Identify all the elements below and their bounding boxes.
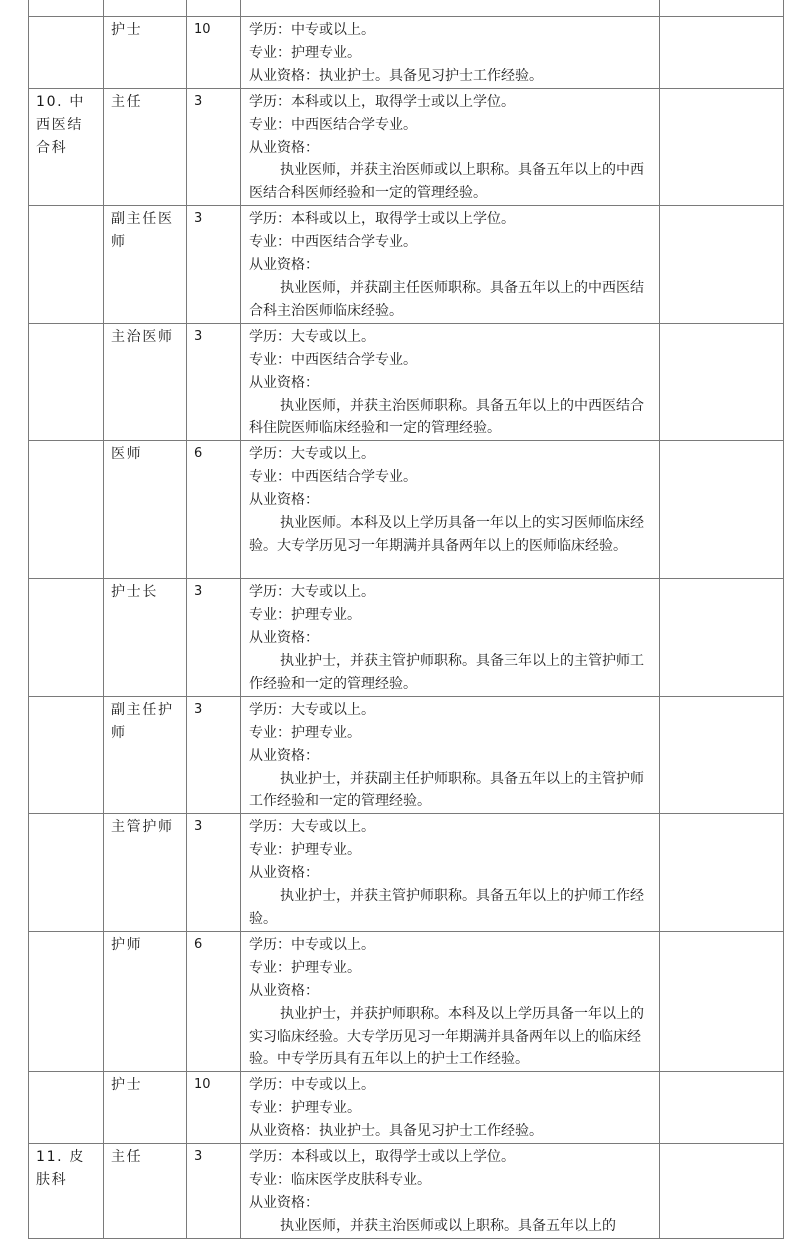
requirements-cell	[241, 441, 660, 579]
requirement-line: 从业资格：	[249, 982, 319, 999]
department-cell	[29, 579, 104, 697]
department-cell	[29, 441, 104, 579]
requirements-cell	[241, 696, 660, 814]
headcount-cell: 6	[187, 931, 241, 1071]
qualification-paragraph: 执业医师，并获主治医师或以上职称。具备五年以上的中西医结合科医师经验和一定的管理经验。	[249, 162, 644, 202]
qualification-paragraph: 执业医师，并获主治医师职称。具备五年以上的中西医结合科住院医师临床经验和一定的管理经验。	[249, 397, 644, 437]
headcount-cell: 10	[187, 1072, 241, 1144]
requirement-line: 专业：护理专业。	[249, 44, 361, 61]
position-title-cell: 主任	[104, 1144, 187, 1239]
department-cell: 10. 中西医结合科	[29, 88, 104, 206]
headcount-cell: 10	[187, 17, 241, 89]
requirement-line: 专业：中西医结合学专业。	[249, 116, 417, 133]
requirements-cell	[241, 17, 660, 89]
requirement-line: 学历：大专或以上。	[249, 701, 375, 718]
table-row	[29, 814, 784, 932]
requirement-line: 学历：中专或以上。	[249, 1077, 375, 1094]
requirements-cell	[241, 1072, 660, 1144]
table-row	[29, 206, 784, 324]
requirement-line: 学历：大专或以上。	[249, 328, 375, 345]
requirement-line: 从业资格：	[249, 1194, 319, 1211]
qualification-paragraph: 执业护士，并获主管护师职称。具备五年以上的护师工作经验。	[249, 888, 644, 927]
remarks-cell	[660, 88, 784, 206]
requirement-line: 专业：护理专业。	[249, 959, 361, 976]
qualification-paragraph: 执业医师，并获主治医师或以上职称。具备五年以上的	[280, 1217, 616, 1234]
requirement-line: 学历：本科或以上，取得学士或以上学位。	[249, 211, 515, 228]
department-cell	[29, 696, 104, 814]
remarks-cell	[660, 441, 784, 579]
requirement-line: 学历：大专或以上。	[249, 584, 375, 601]
requirements-cell	[241, 579, 660, 697]
remarks-cell	[660, 696, 784, 814]
remarks-cell	[660, 814, 784, 932]
headcount-cell	[187, 0, 241, 17]
qualification-paragraph: 执业护士，并获副主任护师职称。具备五年以上的主管护师工作经验和一定的管理经验。	[249, 770, 644, 810]
staffing-requirements-table	[28, 0, 784, 1239]
position-title-cell: 副主任医师	[104, 206, 187, 324]
requirement-line: 从业资格：执业护士。具备见习护士工作经验。	[249, 1123, 543, 1140]
requirement-line: 专业：护理专业。	[249, 842, 361, 859]
department-cell	[29, 17, 104, 89]
department-cell	[29, 1072, 104, 1144]
headcount-cell: 3	[187, 579, 241, 697]
table-row	[29, 0, 784, 17]
requirement-line: 专业：临床医学皮肤科专业。	[249, 1171, 431, 1188]
position-title-cell: 主管护师	[104, 814, 187, 932]
requirement-line: 学历：本科或以上，取得学士或以上学位。	[249, 93, 515, 110]
requirement-line: 专业：护理专业。	[249, 724, 361, 741]
headcount-cell: 3	[187, 814, 241, 932]
requirement-line: 专业：护理专业。	[249, 607, 361, 624]
requirement-line: 学历：中专或以上。	[249, 22, 375, 38]
requirements-cell	[241, 814, 660, 932]
remarks-cell	[660, 1072, 784, 1144]
requirement-line: 从业资格：	[249, 630, 319, 647]
table-row	[29, 17, 784, 89]
table-row	[29, 323, 784, 441]
remarks-cell	[660, 0, 784, 17]
remarks-cell	[660, 579, 784, 697]
qualification-paragraph: 执业护士，并获主管护师职称。具备三年以上的主管护师工作经验和一定的管理经验。	[249, 653, 644, 692]
remarks-cell	[660, 1144, 784, 1239]
qualification-paragraph: 执业医师。本科及以上学历具备一年以上的实习医师临床经验。大专学历见习一年期满并具备两年以上的医师临床经验。	[249, 515, 644, 554]
headcount-cell: 3	[187, 1144, 241, 1239]
requirement-line: 学历：本科或以上，取得学士或以上学位。	[249, 1149, 515, 1166]
table-row	[29, 441, 784, 579]
headcount-cell: 3	[187, 696, 241, 814]
position-title-cell	[104, 0, 187, 17]
remarks-cell	[660, 931, 784, 1071]
requirements-cell	[241, 206, 660, 324]
remarks-cell	[660, 323, 784, 441]
headcount-cell: 3	[187, 323, 241, 441]
requirements-cell	[241, 931, 660, 1071]
requirement-line: 学历：大专或以上。	[249, 446, 375, 463]
requirement-line: 专业：中西医结合学专业。	[249, 234, 417, 251]
position-title-cell: 护士	[104, 17, 187, 89]
table-row	[29, 1072, 784, 1144]
table-row	[29, 696, 784, 814]
table-row	[29, 1144, 784, 1239]
qualification-paragraph: 执业护士，并获护师职称。本科及以上学历具备一年以上的实习临床经验。大专学历见习一年期满并具备两年以上的临床经验。中专学历具有五年以上的护士工作经验。	[249, 1005, 644, 1068]
requirements-cell	[241, 1144, 660, 1239]
requirement-line: 从业资格：	[249, 865, 319, 882]
table-row	[29, 579, 784, 697]
department-cell	[29, 206, 104, 324]
qualification-paragraph: 执业医师，并获副主任医师职称。具备五年以上的中西医结合科主治医师临床经验。	[249, 279, 644, 319]
position-title-cell: 主治医师	[104, 323, 187, 441]
requirement-line: 专业：护理专业。	[249, 1100, 361, 1117]
requirement-line: 专业：中西医结合学专业。	[249, 351, 417, 368]
requirements-cell	[241, 323, 660, 441]
position-title-cell: 主任	[104, 88, 187, 206]
position-title-cell: 护士长	[104, 579, 187, 697]
requirement-line: 从业资格：	[249, 374, 319, 391]
position-title-cell: 副主任护师	[104, 696, 187, 814]
remarks-cell	[660, 17, 784, 89]
position-title-cell: 护士	[104, 1072, 187, 1144]
table-body	[29, 0, 784, 1238]
requirements-cell	[241, 88, 660, 206]
headcount-cell: 3	[187, 88, 241, 206]
headcount-cell: 6	[187, 441, 241, 579]
department-cell	[29, 814, 104, 932]
requirement-line: 学历：大专或以上。	[249, 819, 375, 836]
requirement-line: 从业资格：执业护士。具备见习护士工作经验。	[249, 67, 543, 84]
requirements-cell	[241, 0, 660, 17]
requirement-line: 学历：中专或以上。	[249, 936, 375, 953]
department-cell: 11. 皮肤科	[29, 1144, 104, 1239]
requirement-line: 专业：中西医结合学专业。	[249, 469, 417, 486]
department-cell	[29, 931, 104, 1071]
requirement-line: 从业资格：	[249, 257, 319, 274]
position-title-cell: 护师	[104, 931, 187, 1071]
department-cell	[29, 0, 104, 17]
headcount-cell: 3	[187, 206, 241, 324]
requirement-line: 从业资格：	[249, 492, 319, 509]
requirement-line: 从业资格：	[249, 139, 319, 156]
table-row	[29, 88, 784, 206]
table-row	[29, 931, 784, 1071]
department-cell	[29, 323, 104, 441]
position-title-cell: 医师	[104, 441, 187, 579]
remarks-cell	[660, 206, 784, 324]
requirement-line: 从业资格：	[249, 747, 319, 764]
